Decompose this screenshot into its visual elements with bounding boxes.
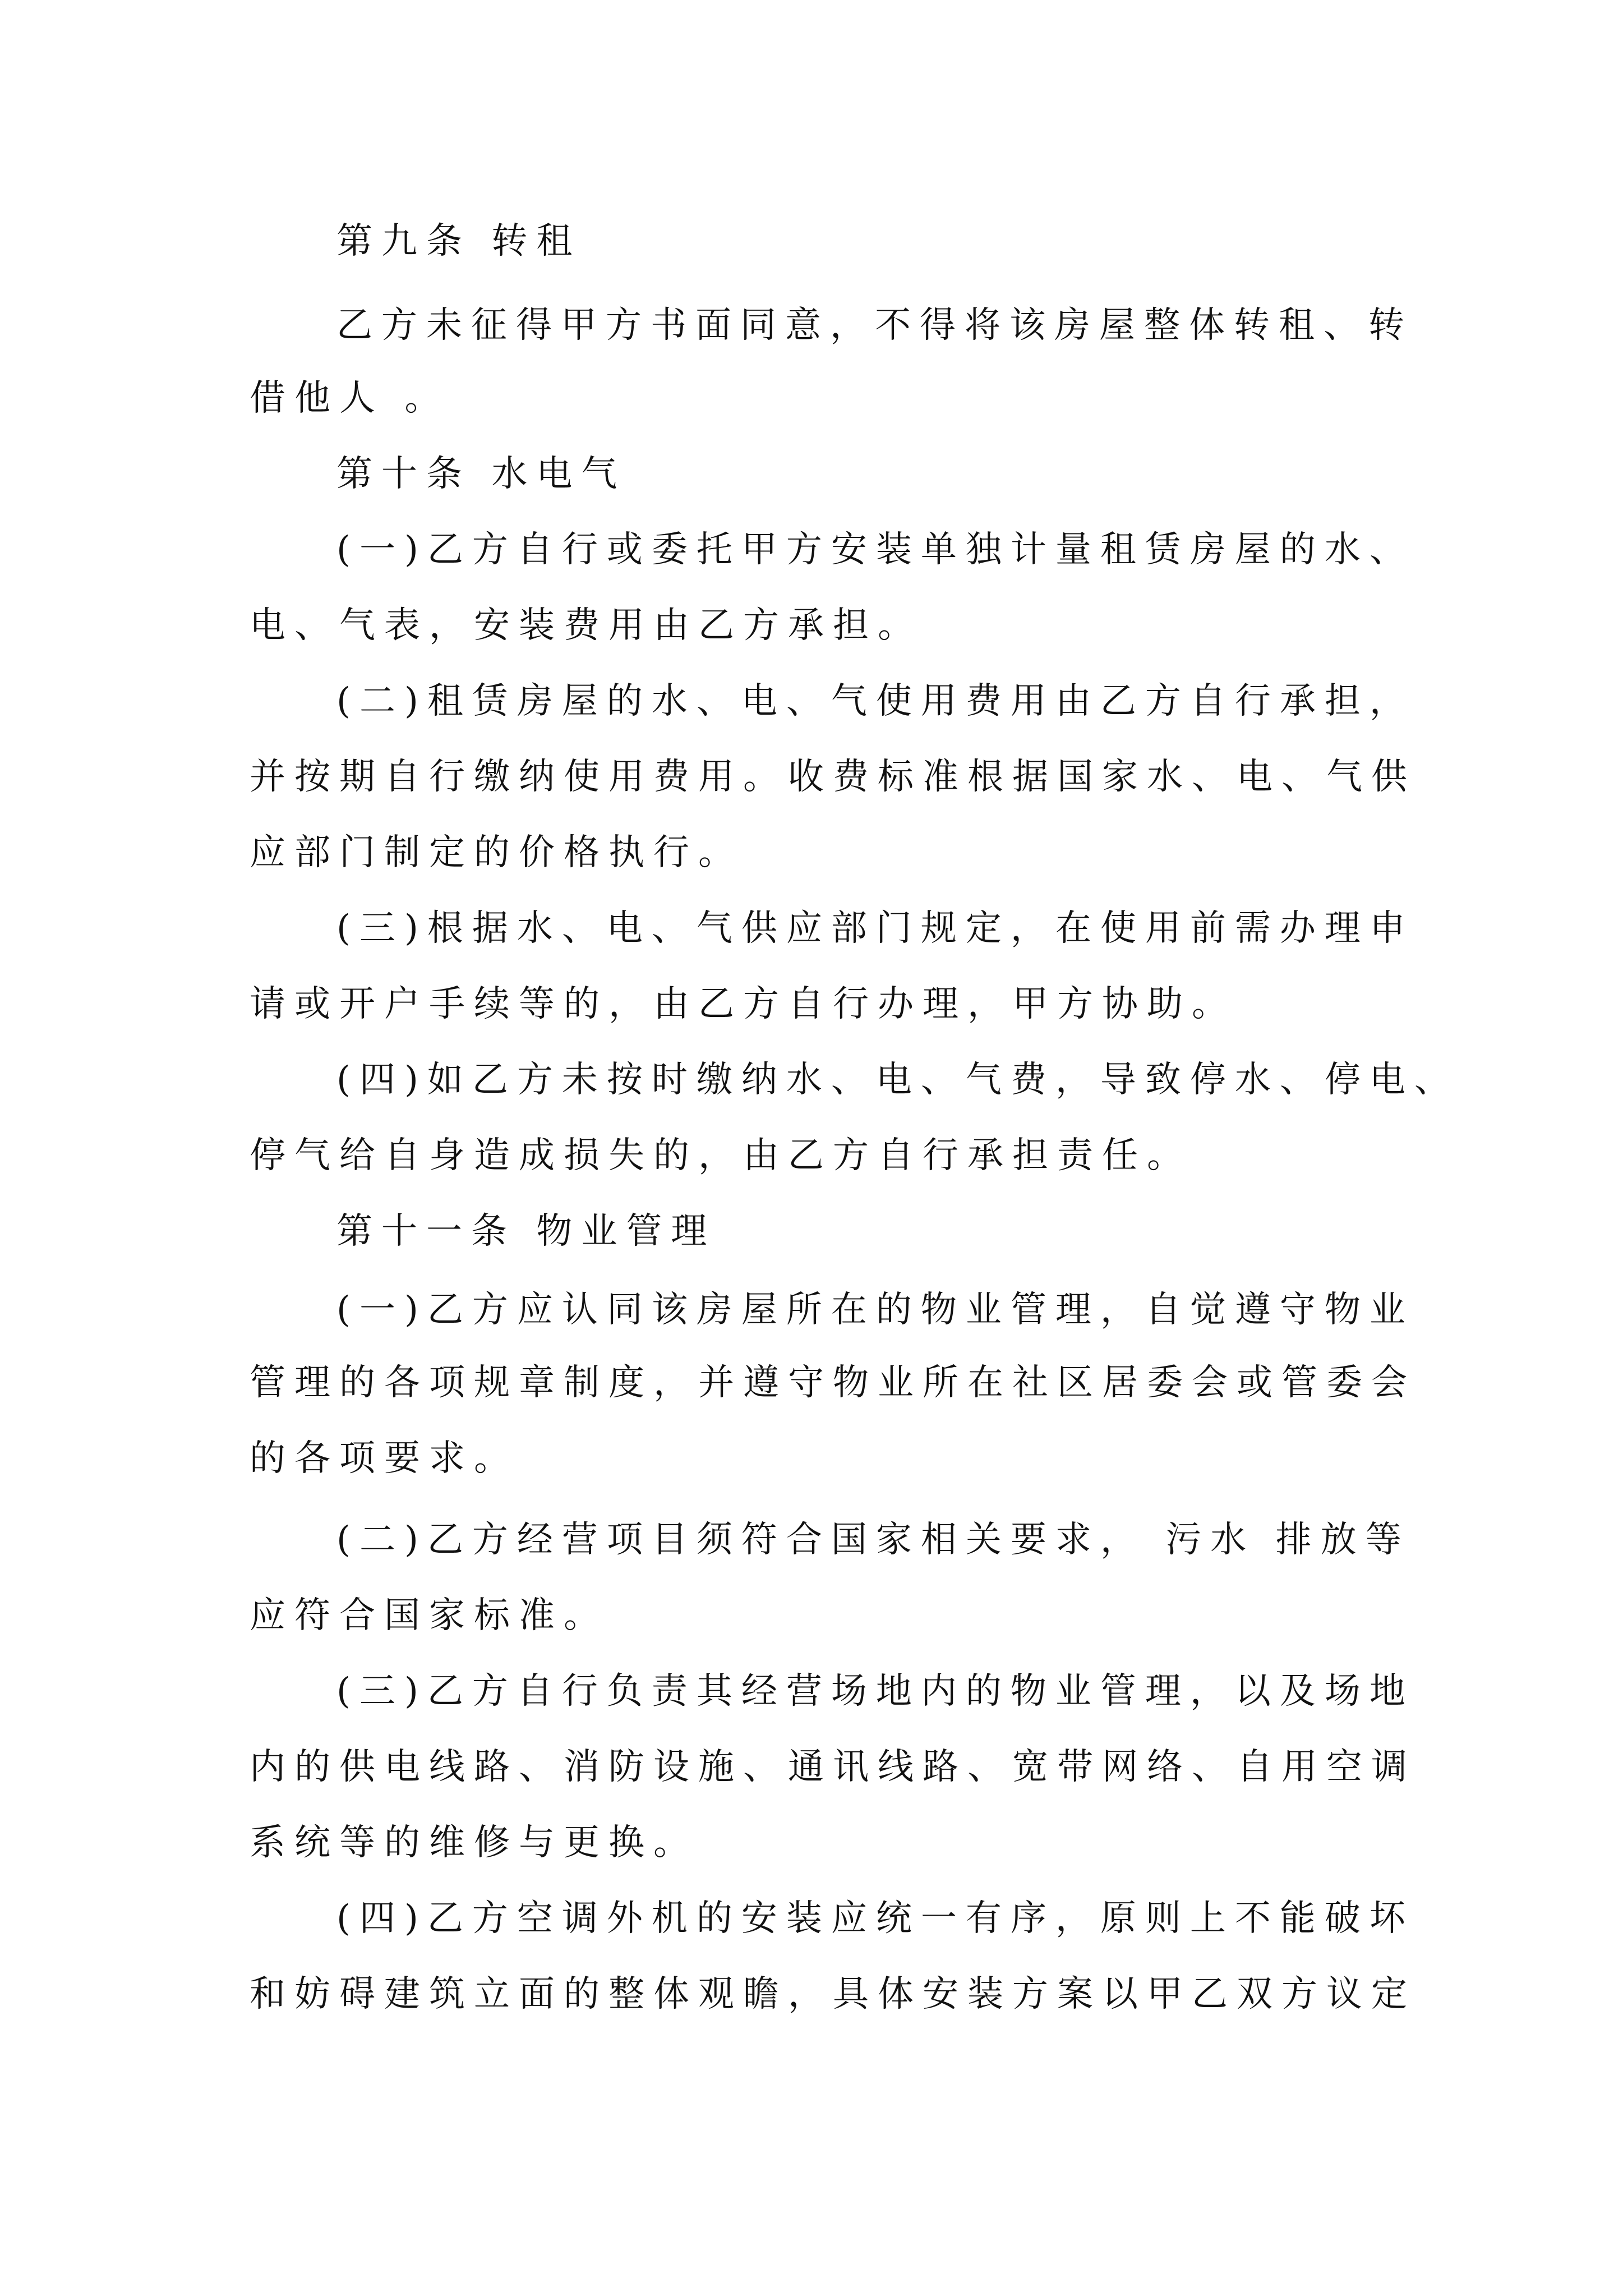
paragraph-line: (三)乙方自行负责其经营场地内的物业管理，以及场地 [336, 1671, 1414, 1712]
paragraph-line: 电、气表，安装费用由乙方承担。 [250, 605, 923, 646]
paragraph-line: (二)租赁房屋的水、电、气使用费用由乙方自行承担， [336, 680, 1414, 722]
paragraph-line: 和妨碍建筑立面的整体观瞻，具体安装方案以甲乙双方议定 [250, 1973, 1416, 2015]
paragraph-line: (一)乙方自行或委托甲方安装单独计量租赁房屋的水、 [336, 529, 1414, 570]
paragraph-line: 系统等的维修与更换。 [250, 1822, 698, 1864]
paragraph-line: 乙方未征得甲方书面同意，不得将该房屋整体转租、转 [336, 305, 1413, 346]
article-9-heading: 第九条 转租 [336, 220, 582, 262]
paragraph-line: 应部门制定的价格执行。 [250, 832, 743, 873]
paragraph-line: 应符合国家标准。 [250, 1595, 608, 1636]
paragraph-line: (四)如乙方未按时缴纳水、电、气费，导致停水、停电、 [336, 1059, 1459, 1101]
article-10-heading: 第十条 水电气 [336, 453, 626, 495]
paragraph-line: 请或开户手续等的，由乙方自行办理，甲方协助。 [250, 983, 1237, 1025]
paragraph-line: (三)根据水、电、气供应部门规定，在使用前需办理申 [336, 908, 1414, 949]
paragraph-line: 停气给自身造成损失的，由乙方自行承担责任。 [250, 1135, 1192, 1176]
paragraph-line: 管理的各项规章制度，并遵守物业所在社区居委会或管委会 [250, 1362, 1416, 1404]
paragraph-line: (二)乙方经营项目须符合国家相关要求， 污水 排放等 [336, 1519, 1410, 1561]
paragraph-line: (一)乙方应认同该房屋所在的物业管理，自觉遵守物业 [336, 1289, 1414, 1331]
paragraph-line: 内的供电线路、消防设施、通讯线路、宽带网络、自用空调 [250, 1746, 1416, 1788]
paragraph-line: 并按期自行缴纳使用费用。收费标准根据国家水、电、气供 [250, 756, 1416, 798]
paragraph-line: 的各项要求。 [250, 1438, 519, 1479]
paragraph-line: (四)乙方空调外机的安装应统一有序，原则上不能破坏 [336, 1898, 1414, 1939]
article-11-heading: 第十一条 物业管理 [336, 1211, 716, 1252]
paragraph-line: 借他人 。 [250, 378, 450, 419]
